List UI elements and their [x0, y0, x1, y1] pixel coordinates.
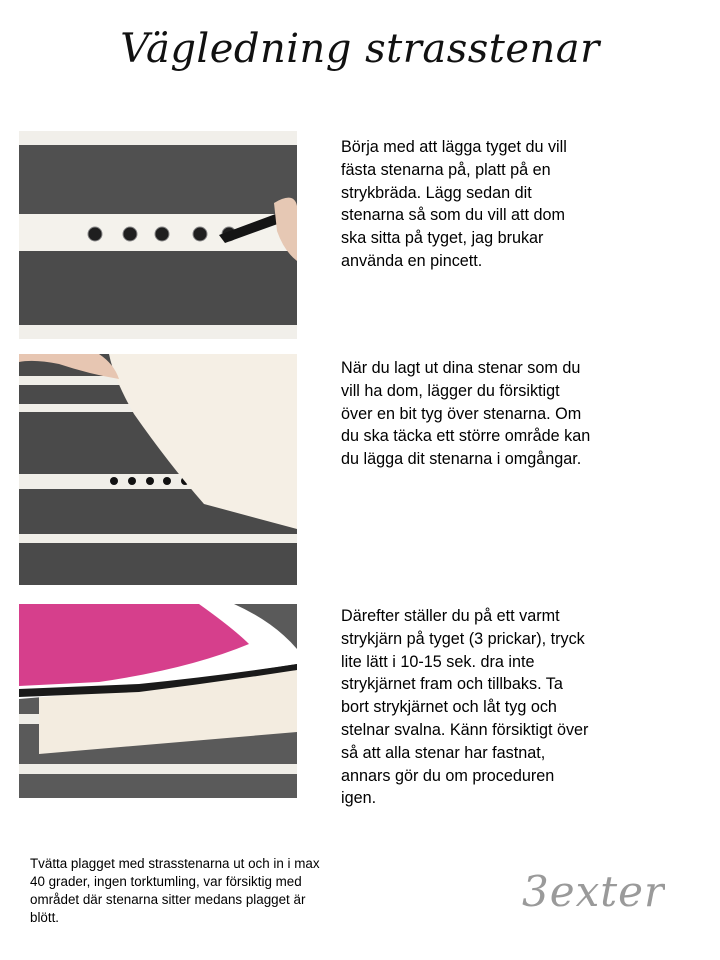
- step-2-photo: [19, 354, 297, 585]
- step-3-text: Därefter ställer du på ett varmt strykjärn på tyget (3 prickar), tryck lite lätt i 10-15 sek. dra inte strykjärnet fram och tillbaks. Ta bort strykjärnet och låt tyg och stelnar svalna. Känn försiktigt över så att alla stenar har fastnat, annars gör du om proceduren igen.: [341, 607, 589, 808]
- page-title: Vägledning strasstenar: [120, 26, 600, 72]
- care-instructions: Tvätta plagget med strasstenarna ut och in i max 40 grader, ingen torktumling, var försiktig med området där stenarna sitter medans plagget är blött.: [30, 856, 320, 925]
- step-1-photo: [19, 131, 297, 339]
- step-2-text: När du lagt ut dina stenar som du vill ha dom, lägger du försiktigt över en bit tyg över stenarna. Om du ska täcka ett större område kan du lägga dit stenarna i omgångar.: [341, 359, 591, 469]
- step-1-text: Börja med att lägga tyget du vill fästa stenarna på, platt på en strykbräda. Lägg sedan dit stenarna så som du vill att dom ska sitta på tyget, jag brukar använda en pincett.: [341, 138, 567, 270]
- step-3-photo: [19, 604, 297, 798]
- brand-logo: [520, 860, 665, 920]
- brand-logo-text: 3exter: [522, 867, 665, 916]
